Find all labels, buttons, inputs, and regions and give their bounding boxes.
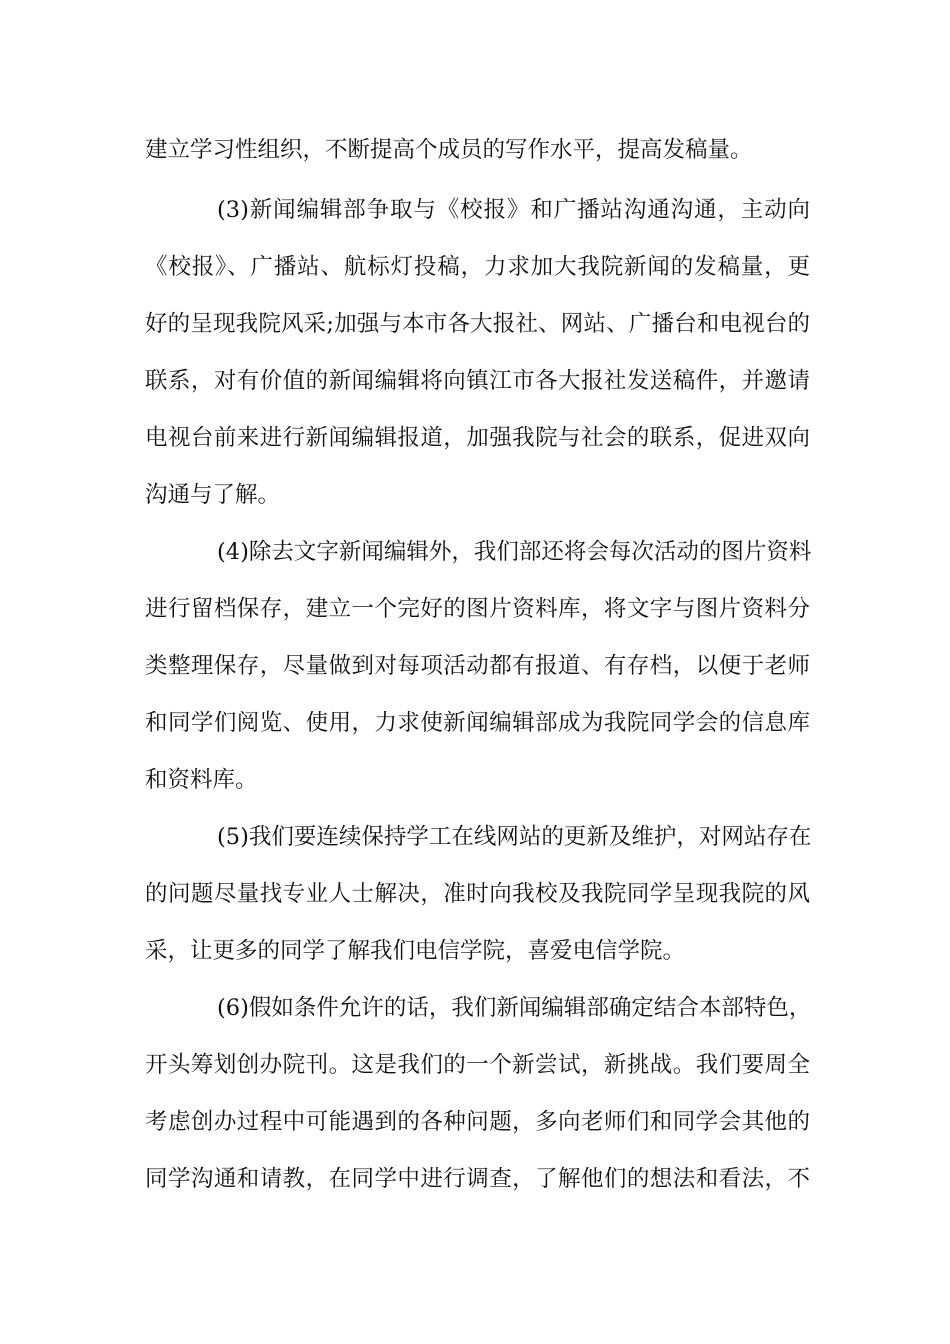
text-line: 进行留档保存，建立一个完好的图片资料库，将文字与图片资料分: [145, 596, 810, 622]
paragraph-5-first-line: (5)我们要连续保持学工在线网站的更新及维护，对网站存在: [217, 824, 812, 850]
paragraph-3-first-line: (3)新闻编辑部争取与《校报》和广播站沟通沟通，主动向: [217, 197, 810, 223]
text-line: 沟通与了解。: [145, 482, 281, 508]
text-line: 和同学们阅览、使用，力求使新闻编辑部成为我院同学会的信息库: [145, 710, 810, 736]
text-line: 电视台前来进行新闻编辑报道，加强我院与社会的联系，促进双向: [145, 425, 810, 451]
paragraph-4-first-line: (4)除去文字新闻编辑外，我们部还将会每次活动的图片资料: [217, 539, 812, 565]
text-line: 采，让更多的同学了解我们电信学院，喜爱电信学院。: [145, 938, 686, 964]
text-line: 同学沟通和请教，在同学中进行调查，了解他们的想法和看法，不: [145, 1166, 810, 1192]
text-line: 类整理保存，尽量做到对每项活动都有报道、有存档，以便于老师: [145, 653, 810, 679]
text-line: 联系，对有价值的新闻编辑将向镇江市各大报社发送稿件，并邀请: [145, 368, 810, 394]
paragraph-6-first-line: (6)假如条件允许的话，我们新闻编辑部确定结合本部特色，: [217, 995, 812, 1021]
text-line: 的问题尽量找专业人士解决，准时向我校及我院同学呈现我院的风: [145, 881, 810, 907]
text-line: 和资料库。: [145, 767, 258, 793]
text-line: 建立学习性组织，不断提高个成员的写作水平，提高发稿量。: [145, 137, 753, 163]
text-line: 开头筹划创办院刊。这是我们的一个新尝试，新挑战。我们要周全: [145, 1052, 810, 1078]
text-line: 《校报》、广播站、航标灯投稿，力求加大我院新闻的发稿量，更: [145, 254, 810, 280]
text-line: 考虑创办过程中可能遇到的各种问题，多向老师们和同学会其他的: [145, 1109, 810, 1135]
text-line: 好的呈现我院风采;加强与本市各大报社、网站、广播台和电视台的: [145, 311, 810, 337]
